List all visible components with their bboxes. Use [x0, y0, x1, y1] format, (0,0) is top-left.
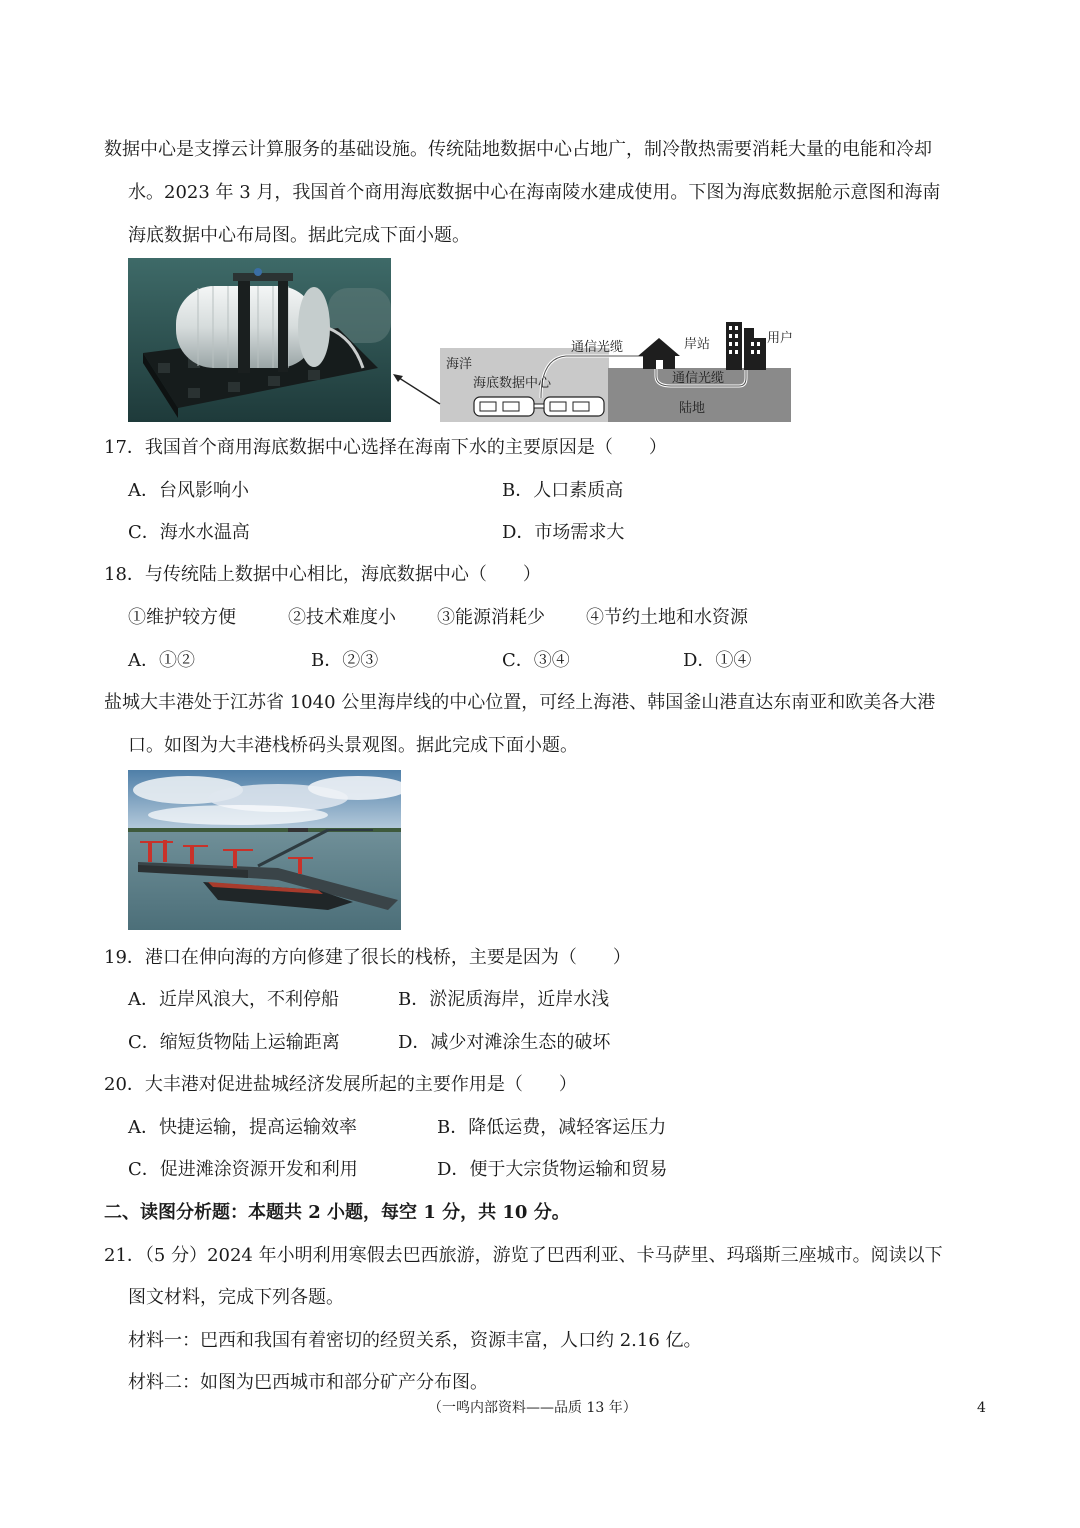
intro1-line-2: 水。2023 年 3 月，我国首个商用海底数据中心在海南陵水建成使用。下图为海底数据舱示意图和海南 — [128, 182, 941, 203]
q20-option-d: D．便于大宗货物运输和贸易 — [437, 1159, 668, 1180]
q18-option-c: C．③④ — [502, 650, 570, 671]
section2-heading: 二、读图分析题：本题共 2 小题，每空 1 分，共 10 分。 — [104, 1202, 570, 1223]
q20-stem: 20．大丰港对促进盐城经济发展所起的主要作用是（ ） — [104, 1074, 577, 1095]
q21-material-1: 材料一：巴西和我国有着密切的经贸关系，资源丰富，人口约 2.16 亿。 — [128, 1330, 702, 1351]
callout-arrow-line — [396, 376, 440, 404]
ocean-label: 海洋 — [446, 357, 473, 372]
q20-option-b: B．降低运费，减轻客运压力 — [437, 1117, 667, 1138]
q20-option-c: C．促进滩涂资源开发和利用 — [128, 1159, 358, 1180]
intro1-line-1: 数据中心是支撑云计算服务的基础设施。传统陆地数据中心占地广，制冷散热需要消耗大量的电能和冷却 — [104, 139, 932, 160]
land-label: 陆地 — [679, 401, 706, 416]
q18-option-d: D．①④ — [683, 650, 752, 671]
footer-note: （一鸣内部资料——品质 13 年） — [428, 1400, 637, 1416]
q19-option-c: C．缩短货物陆上运输距离 — [128, 1032, 340, 1053]
buildings-icon — [726, 322, 766, 370]
users-label: 用户 — [767, 331, 793, 346]
q19-option-b: B．淤泥质海岸，近岸水浅 — [398, 989, 610, 1010]
seabed-datacenter-layout-diagram — [391, 318, 793, 424]
q19-option-a: A．近岸风浪大，不利停船 — [128, 989, 339, 1010]
data-pod-photo — [128, 258, 391, 422]
intro2-line-2: 口。如图为大丰港栈桥码头景观图。据此完成下面小题。 — [128, 735, 578, 756]
q17-option-d: D．市场需求大 — [502, 522, 625, 543]
q18-option-a: A．①② — [128, 650, 195, 671]
callout-arrow-head — [393, 374, 403, 382]
cable-label-top: 通信光缆 — [571, 340, 624, 355]
port-trestle-photo — [128, 770, 401, 930]
q17-stem: 17．我国首个商用海底数据中心选择在海南下水的主要原因是（ ） — [104, 437, 667, 458]
port-illustration — [128, 770, 401, 930]
q18-option-b: B．②③ — [311, 650, 379, 671]
q18-item-2: ②技术难度小 — [288, 607, 396, 628]
q21-line-1: 21．（5 分）2024 年小明利用寒假去巴西旅游，游览了巴西利亚、卡马萨里、玛瑙斯三座城市。阅读以下 — [104, 1245, 943, 1266]
q21-material-2: 材料二：如图为巴西城市和部分矿产分布图。 — [128, 1372, 488, 1393]
q17-option-a: A．台风影响小 — [128, 480, 249, 501]
q18-item-3: ③能源消耗少 — [437, 607, 545, 628]
q17-option-b: B．人口素质高 — [502, 480, 624, 501]
intro2-line-1: 盐城大丰港处于江苏省 1040 公里海岸线的中心位置，可经上海港、韩国釜山港直达东南亚和欧美各大港 — [104, 692, 936, 713]
station-label: 岸站 — [684, 337, 711, 352]
q19-stem: 19．港口在伸向海的方向修建了很长的栈桥，主要是因为（ ） — [104, 947, 631, 968]
q18-item-1: ①维护较方便 — [128, 607, 236, 628]
q19-option-d: D．减少对滩涂生态的破坏 — [398, 1032, 611, 1053]
q21-line-2: 图文材料，完成下列各题。 — [128, 1287, 344, 1308]
q18-stem: 18．与传统陆上数据中心相比，海底数据中心（ ） — [104, 564, 541, 585]
q18-item-4: ④节约土地和水资源 — [586, 607, 748, 628]
q17-option-c: C．海水水温高 — [128, 522, 250, 543]
intro1-line-3: 海底数据中心布局图。据此完成下面小题。 — [128, 225, 470, 246]
data-pod-illustration — [128, 258, 391, 422]
q20-option-a: A．快捷运输，提高运输效率 — [128, 1117, 357, 1138]
datacenter-label: 海底数据中心 — [473, 376, 552, 391]
house-icon — [638, 338, 680, 369]
cable-label-land: 通信光缆 — [672, 371, 725, 386]
page-number: 4 — [977, 1400, 986, 1416]
